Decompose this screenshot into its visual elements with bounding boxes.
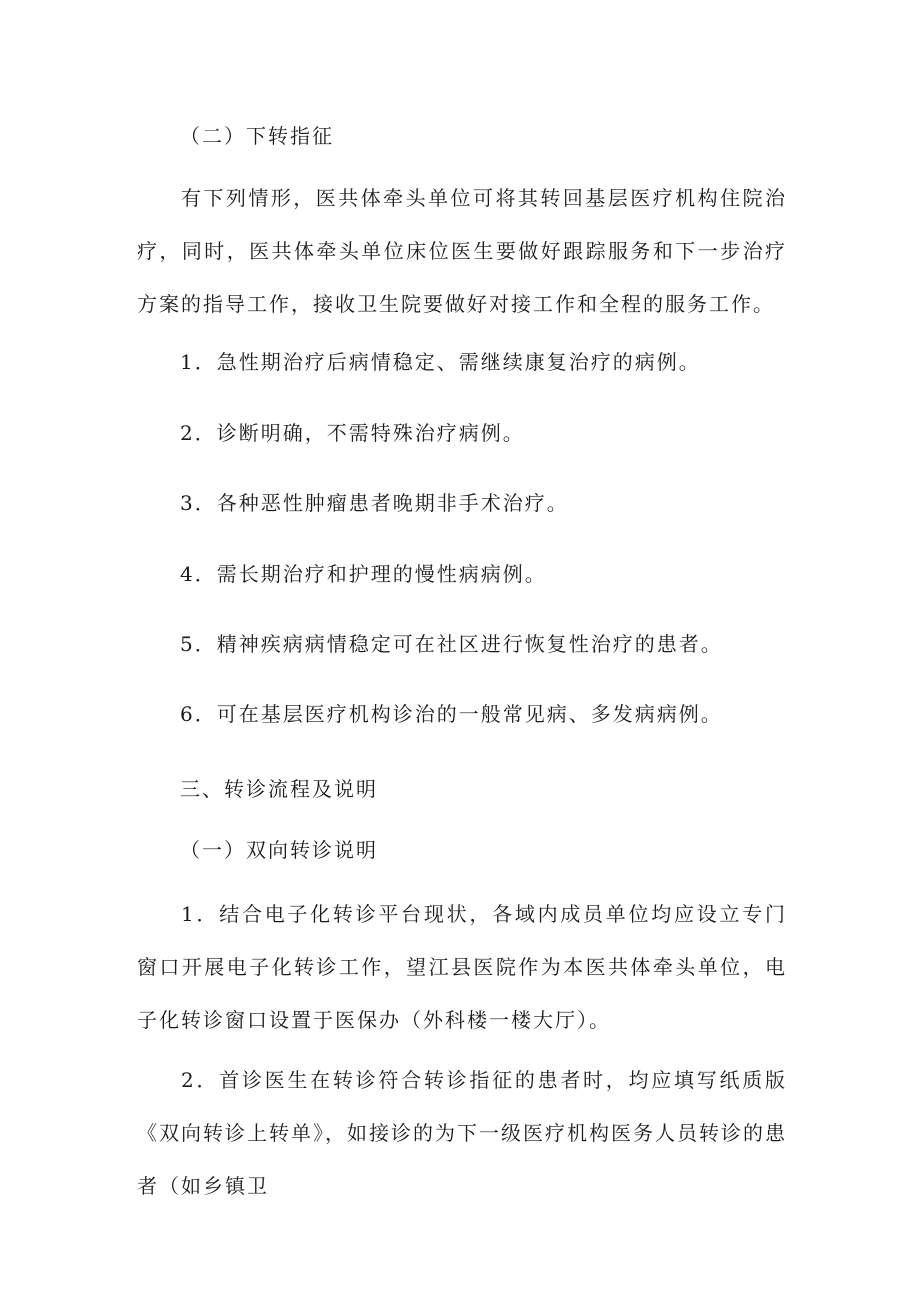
- down-referral-item-5: 5．精神疾病病情稳定可在社区进行恢复性治疗的患者。: [180, 632, 723, 656]
- down-referral-item-1: 1．急性期治疗后病情稳定、需继续康复治疗的病例。: [180, 350, 701, 374]
- down-referral-item-3: 3．各种恶性肿瘤患者晚期非手术治疗。: [180, 491, 569, 515]
- process-paragraph-1: 1．结合电子化转诊平台现状，各域内成员单位均应设立专门窗口开展电子化转诊工作，望江县医院作为本医共体牵头单位，电子化转诊窗口设置于医保办（外科楼一楼大厅）。: [137, 902, 787, 1032]
- down-referral-item-4: 4．需长期治疗和护理的慢性病病例。: [180, 562, 547, 586]
- down-referral-item-6: 6．可在基层医疗机构诊治的一般常见病、多发病病例。: [180, 702, 723, 726]
- section-two-heading: （二）下转指征: [180, 124, 334, 148]
- intro-paragraph: 有下列情形，医共体牵头单位可将其转回基层医疗机构住院治疗，同时，医共体牵头单位床位医生要做好跟踪服务和下一步治疗方案的指导工作，接收卫生院要做好对接工作和全程的服务工作。: [137, 186, 787, 316]
- subsection-one-heading: （一）双向转诊说明: [180, 838, 378, 862]
- section-three-heading: 三、转诊流程及说明: [180, 777, 378, 801]
- down-referral-item-2: 2．诊断明确，不需特殊治疗病例。: [180, 421, 525, 445]
- process-paragraph-2: 2．首诊医生在转诊符合转诊指征的患者时，均应填写纸质版《双向转诊上转单》，如接诊的为下一级医疗机构医务人员转诊的患者（如乡镇卫: [137, 1068, 787, 1198]
